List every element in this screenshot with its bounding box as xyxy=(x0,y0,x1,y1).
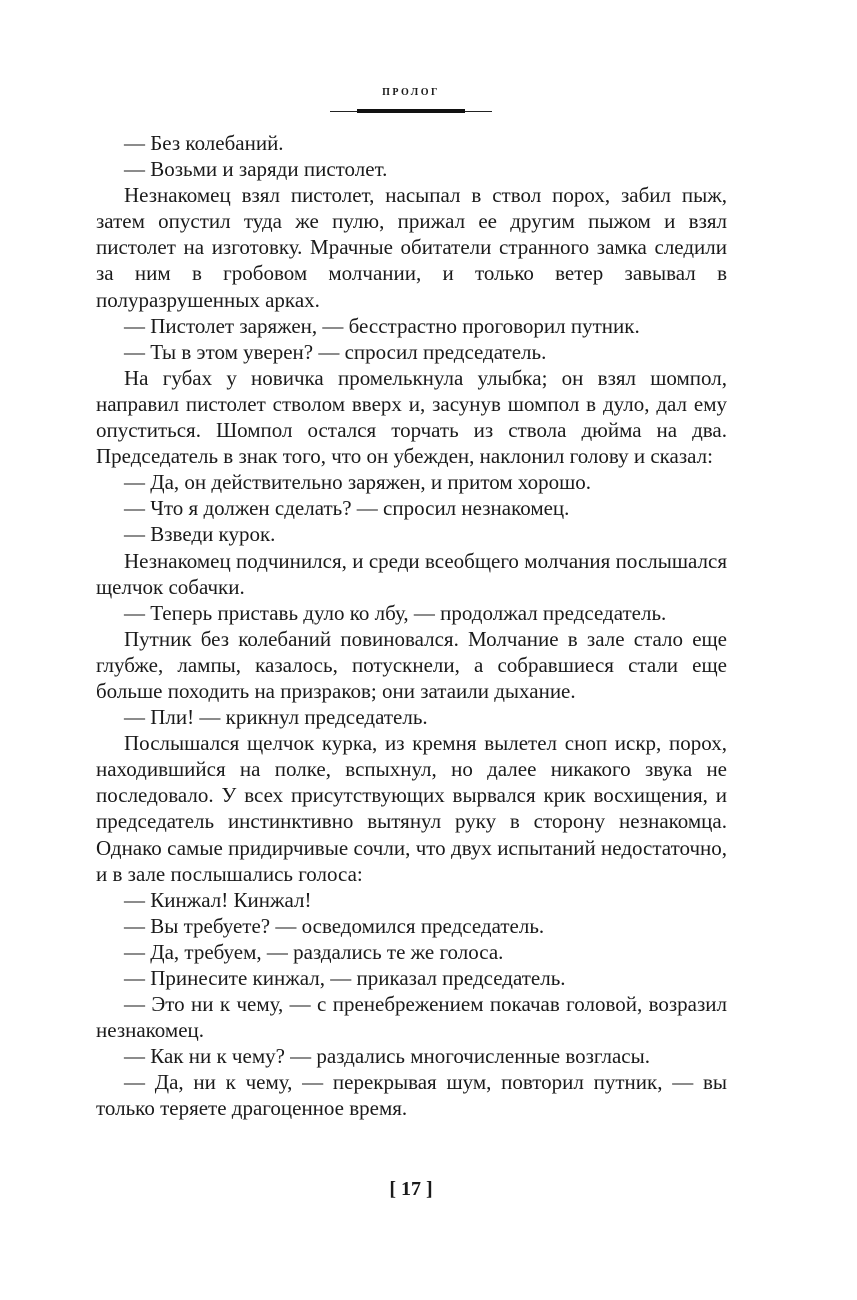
paragraph: Послышался щелчок курка, из кремня вылетел сноп искр, порох, находившийся на полке, вспыхнул, но далее никакого звука не последовало. У всех присутствующих вырвался крик восхищения, и председатель инстинктивно вытянул руку в сторону незнакомца. Однако самые придирчивые сочли, что двух испытаний недостаточно, и в зале послышались голоса: xyxy=(96,731,727,886)
paragraph: — Да, требуем, — раздались те же голоса. xyxy=(124,939,504,964)
header-rule-accent xyxy=(357,109,465,113)
paragraph: Незнакомец подчинился, и среди всеобщего молчания послышался щелчок собачки. xyxy=(96,548,727,599)
paragraph: — Что я должен сделать? — спросил незнакомец. xyxy=(124,496,570,521)
paragraph: Путник без колебаний повиновался. Молчание в зале стало еще глубже, лампы, казалось, потускнели, а собравшиеся стали еще больше походить на призраков; они затаили дыхание. xyxy=(96,626,727,703)
paragraph: Незнакомец взял пистолет, насыпал в ствол порох, забил пыж, затем опустил туда же пулю, прижал ее другим пыжом и взял пистолет на изготовку. Мрачные обитатели странного замка следили за ним в гробовом молчании, и только ветер завывал в полуразрушенных арках. xyxy=(96,183,727,312)
paragraph: — Пистолет заряжен, — бесстрастно проговорил путник. xyxy=(124,313,640,338)
paragraph: — Пли! — крикнул председатель. xyxy=(124,705,428,730)
paragraph: — Принесите кинжал, — приказал председатель. xyxy=(124,966,566,990)
paragraph: — Это ни к чему, — с пренебрежением покачав головой, возразил незнакомец. xyxy=(96,992,727,1043)
paragraph: — Да, он действительно заряжен, и притом хорошо. xyxy=(124,470,592,495)
paragraph: — Кинжал! Кинжал! xyxy=(124,887,312,912)
paragraph: — Ты в этом уверен? — спросил председатель. xyxy=(124,339,547,364)
paragraph: — Теперь приставь дуло ко лбу, — продолжал председатель. xyxy=(124,600,667,625)
body-text xyxy=(96,130,727,1122)
paragraph: — Без колебаний. xyxy=(124,131,284,155)
running-head: пролог xyxy=(382,84,440,99)
paragraph: На губах у новичка промелькнула улыбка; он взял шомпол, направил пистолет стволом вверх и, засунув шомпол в дуло, дал ему опуститься. Шомпол остался торчать из ствола дюйма на два. Председатель в знак того, что он убежден, наклонил голову и сказал: xyxy=(96,365,727,469)
paragraph: — Вы требуете? — осведомился председатель. xyxy=(124,913,545,938)
paragraph: — Возьми и заряди пистолет. xyxy=(124,157,388,182)
paragraph: — Да, ни к чему, — перекрывая шум, повторил путник, — вы только теряете драгоценное время. xyxy=(96,1070,727,1121)
paragraph: — Взведи курок. xyxy=(124,522,276,547)
page-number: [ 17 ] xyxy=(389,1178,433,1200)
paragraph: — Как ни к чему? — раздались многочисленные возгласы. xyxy=(124,1044,650,1069)
